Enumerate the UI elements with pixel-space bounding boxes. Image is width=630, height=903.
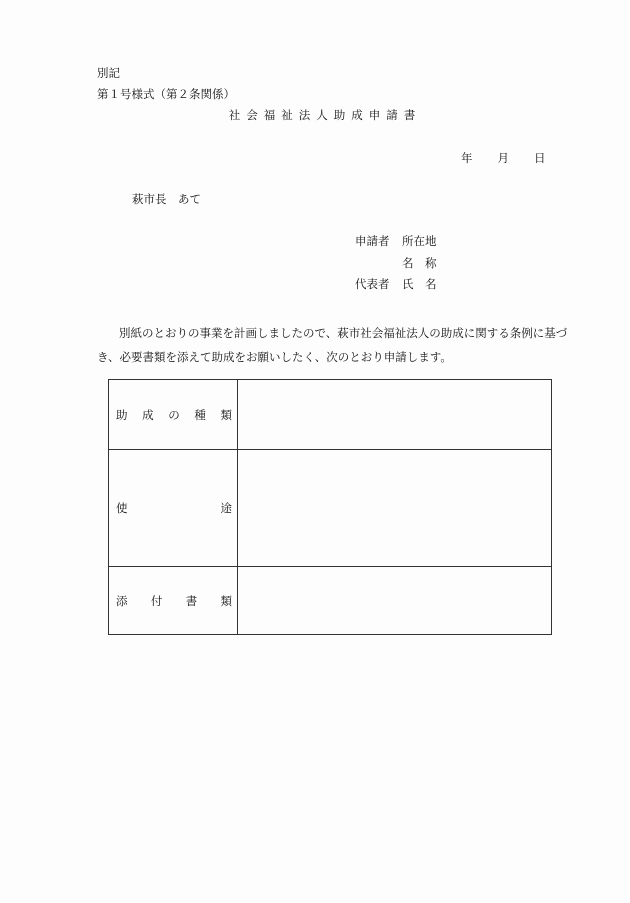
label-char: 使 [116,501,128,515]
table-row-attachments [109,567,551,635]
name-label: 名 称 [402,256,437,270]
annex-label: 別記 [97,66,120,80]
body-paragraph: 別紙のとおりの事業を計画しましたので、萩市社会福祉法人の助成に関する条例に基づき、必要書類を添えて助成をお願いしたく、次のとおり申請します。 [97,326,568,364]
applicant-label: 申請者 [355,234,390,248]
table-row-subsidy-type [109,380,551,450]
label-char: 類 [220,407,232,422]
label-char: 付 [150,594,163,608]
page-title: 社会福祉法人助成申請書 [228,108,422,122]
date-month: 月 [497,151,509,165]
value-subsidy-type[interactable] [238,380,551,449]
label-subsidy-type [109,380,238,449]
label-char: 類 [220,594,232,608]
label-attachments [109,567,238,635]
form-number: 第１号様式（第２条関係） [97,87,235,101]
label-char: 成 [142,407,154,422]
label-char: 添 [116,594,128,608]
label-char: 助 [116,407,128,422]
label-purpose [109,450,238,566]
table-row-purpose [109,450,551,567]
addressee: 萩市長 あて [132,192,201,206]
person-name-label: 氏 名 [402,277,437,291]
label-char: 途 [220,501,232,515]
representative-label: 代表者 [355,277,390,291]
date-line [461,153,546,165]
label-char: 書 [185,594,198,608]
label-char: の [168,407,180,422]
value-attachments[interactable] [238,567,551,635]
application-table [108,379,552,635]
address-label: 所在地 [402,234,437,248]
value-purpose[interactable] [238,450,551,566]
label-char: 種 [194,407,206,422]
date-year: 年 [461,151,473,165]
date-day: 日 [534,151,546,165]
